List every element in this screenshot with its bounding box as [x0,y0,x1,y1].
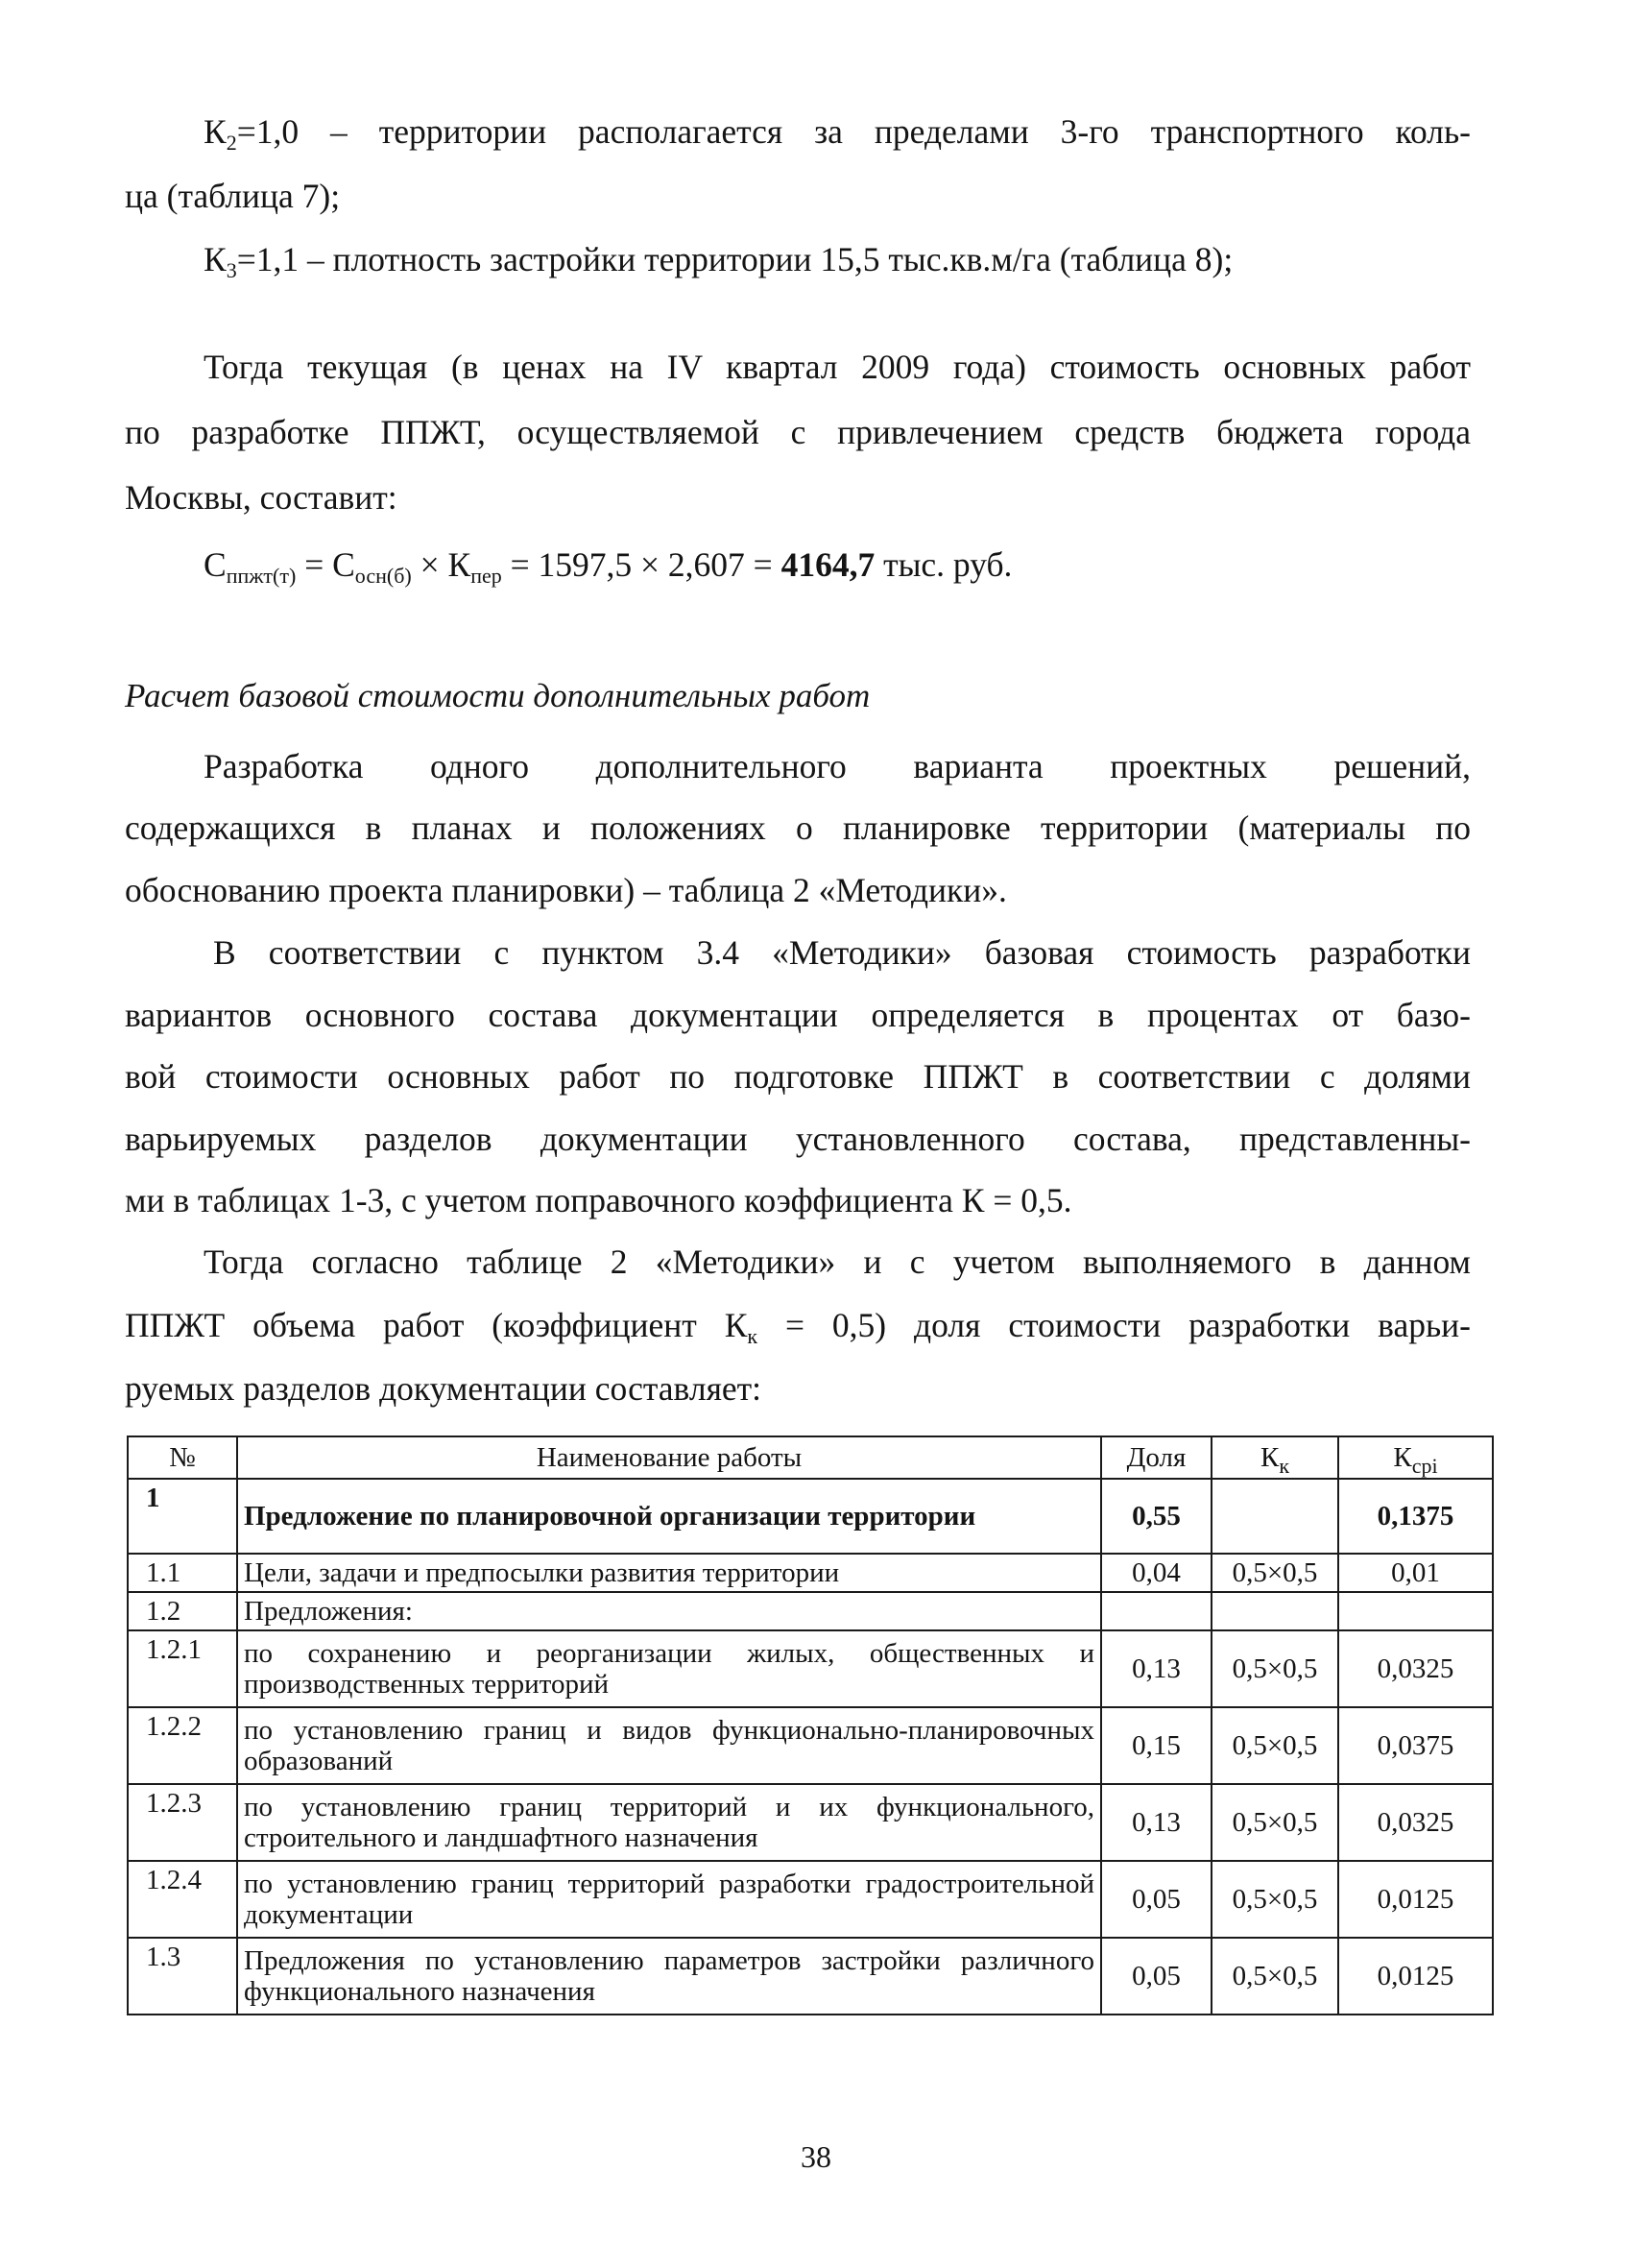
cost-share-table [127,1436,1494,2015]
method-line-5: ми в таблицах 1-3, с учетом поправочного коэффициента К = 0,5. [125,1181,1072,1219]
row-kcpi [1338,1592,1493,1630]
row-num: 1.2.1 [128,1630,237,1707]
page-number: 38 [801,2139,831,2174]
variant-line-1: Разработка одного дополнительного варианта проектных решений, [204,747,1471,785]
share-line-3: руемых разделов документации составляет: [125,1369,762,1408]
row-kcpi: 0,01 [1338,1554,1493,1592]
row-kk: 0,5×0,5 [1212,1707,1338,1784]
method-line-2: вариантов основного состава документации определяется в процентах от базо- [125,996,1471,1034]
row-kk [1212,1592,1338,1630]
row-name: по установлению границ территорий разработки градостроительной документации [237,1861,1101,1938]
row-name: Предложение по планировочной организации территории [237,1479,1101,1554]
row-kcpi: 0,0375 [1338,1707,1493,1784]
row-kcpi: 0,1375 [1338,1479,1493,1554]
row-kk [1212,1479,1338,1554]
header-num: № [128,1436,237,1479]
share-line-2: ППЖТ объема работ (коэффициент $К_к = 0,5$) доля стоимости разработки варьи- [125,1306,1471,1348]
cost-line-1: Тогда текущая (в ценах на IV квартал 2009 года) стоимость основных работ [204,348,1471,386]
row-share: 0,13 [1101,1630,1212,1707]
row-name: Предложения: [237,1592,1101,1630]
row-share: 0,13 [1101,1784,1212,1861]
header-kk: $К_к$ [1212,1436,1338,1479]
table-row [128,1861,1493,1938]
section-heading: Расчет базовой стоимости дополнительных работ [125,677,871,714]
row-num: 1.2.4 [128,1861,237,1938]
row-kk: 0,5×0,5 [1212,1554,1338,1592]
row-kk: 0,5×0,5 [1212,1861,1338,1938]
header-name: Наименование работы [237,1436,1101,1479]
table-row [128,1630,1493,1707]
k2-line-1: $К_2=1,0$ – территории располагается за пределами 3-го транспортного коль- [204,112,1471,155]
method-line-1: В соответствии с пунктом 3.4 «Методики» базовая стоимость разработки [213,933,1471,972]
row-kcpi: 0,0125 [1338,1938,1493,2015]
row-share: 0,05 [1101,1938,1212,2015]
row-kcpi: 0,0325 [1338,1630,1493,1707]
row-num: 1 [128,1479,237,1554]
k3-line: $К_3=1,1$ – плотность застройки территории 15,5 тыс.кв.м/га (таблица 8); [204,240,1234,282]
header-kcpi: $К_{срі}$ [1338,1436,1493,1479]
row-name: по сохранению и реорганизации жилых, общественных и производственных территорий [237,1630,1101,1707]
row-kcpi: 0,0325 [1338,1784,1493,1861]
row-kk: 0,5×0,5 [1212,1938,1338,2015]
row-kcpi: 0,0125 [1338,1861,1493,1938]
row-num: 1.2.2 [128,1707,237,1784]
variant-line-2: содержащихся в планах и положениях о планировке территории (материалы по [125,808,1471,847]
cost-formula: $С_{ппжт(т)} = С_{осн(б)} \times К_{пер} = 1597,5 \times 2,607 = 4164,7$ тыс. руб. [204,545,1013,588]
row-kk: 0,5×0,5 [1212,1630,1338,1707]
row-num: 1.2 [128,1592,237,1630]
row-name: по установлению границ и видов функционально-планировочных образований [237,1707,1101,1784]
table-row [128,1592,1493,1630]
k2-line-2: ца (таблица 7); [125,177,341,215]
row-num: 1.3 [128,1938,237,2015]
share-line-1: Тогда согласно таблице 2 «Методики» и с учетом выполняемого в данном [204,1243,1471,1281]
row-share: 0,05 [1101,1861,1212,1938]
header-share: Доля [1101,1436,1212,1479]
method-line-3: вой стоимости основных работ по подготовке ППЖТ в соответствии с долями [125,1057,1471,1096]
row-num: 1.1 [128,1554,237,1592]
table-header-row [128,1436,1493,1479]
table-row [128,1784,1493,1861]
table-row [128,1479,1493,1554]
row-name: по установлению границ территорий и их функционального, строительного и ландшафтного назначения [237,1784,1101,1861]
row-share [1101,1592,1212,1630]
row-share: 0,55 [1101,1479,1212,1554]
row-name: Предложения по установлению параметров застройки различного функционального назначения [237,1938,1101,2015]
row-share: 0,04 [1101,1554,1212,1592]
variant-line-3: обоснованию проекта планировки) – таблица 2 «Методики». [125,871,1007,909]
row-num: 1.2.3 [128,1784,237,1861]
cost-line-2: по разработке ППЖТ, осуществляемой с привлечением средств бюджета города [125,413,1471,451]
formula-result: 4164,7 [780,545,876,584]
table-row [128,1707,1493,1784]
row-share: 0,15 [1101,1707,1212,1784]
row-name: Цели, задачи и предпосылки развития территории [237,1554,1101,1592]
method-line-4: варьируемых разделов документации установленного состава, представленны- [125,1120,1471,1158]
row-kk: 0,5×0,5 [1212,1784,1338,1861]
cost-line-3: Москвы, составит: [125,478,397,517]
table-row [128,1938,1493,2015]
table-row [128,1554,1493,1592]
